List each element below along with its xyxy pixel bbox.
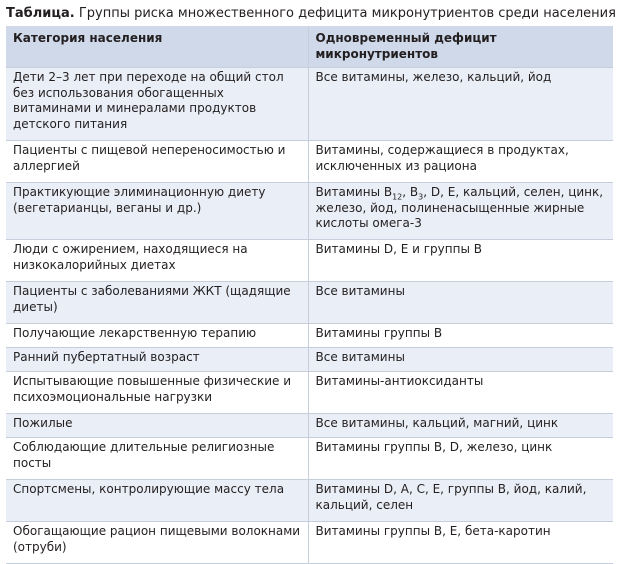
header-deficit: Одновременный дефицит микронутриентов [308,26,613,68]
row-category: Пациенты с пищевой непереносимостью и аллергией [13,143,286,173]
table-row [6,372,613,414]
deficit-prefix: Витамины B [315,185,393,199]
row-category: Испытывающие повышенные физические и психоэмоциональные нагрузки [13,374,291,404]
table-row [6,480,613,522]
caption-text: Группы риска множественного дефицита микронутриентов среди населения [74,6,616,21]
deficit-mid: , B [402,185,419,199]
table-caption [6,5,616,22]
row-deficit: Все витамины, кальций, магний, цинк [308,414,613,438]
header-category: Категория населения [13,31,163,45]
table-row [6,68,613,141]
table-row [6,522,613,564]
table-row [6,240,613,282]
table-row [6,438,613,480]
row-category: Получающие лекарственную терапию [13,326,257,340]
row-category: Ранний пубертатный возраст [13,350,200,364]
table-row [6,141,613,183]
row-category: Люди с ожирением, находящиеся на низкокалорийных диетах [13,242,248,272]
row-deficit: Витамины группы B, E, бета-каротин [308,522,613,564]
row-category: Пациенты с заболеваниями ЖКТ (щадящие диеты) [13,284,291,314]
table-header-row [6,26,613,68]
row-category: Пожилые [13,416,73,430]
subscript-12: 12 [392,192,403,202]
subscript-3: 3 [418,192,424,202]
row-deficit: Витамины D, A, C, E, группы B, йод, калий, кальций, селен [308,480,613,522]
row-deficit: Все витамины [308,348,613,372]
row-deficit: Витамины группы B, D, железо, цинк [308,438,613,480]
row-deficit: Все витамины, железо, кальций, йод [308,68,613,141]
caption-label: Таблица. [6,6,75,21]
deficit-suffix: , D, E, кальций, селен, цинк, железо, йод, полиненасыщенные жирные кислоты омега-3 [315,185,604,230]
row-category: Соблюдающие длительные религиозные посты [13,440,275,470]
row-deficit: Все витамины [308,282,613,324]
row-category: Спортсмены, контролирующие массу тела [13,482,285,496]
risk-groups-table [6,26,613,564]
table-row [6,183,613,240]
row-deficit: Витамины D, E и группы B [308,240,613,282]
row-category: Обогащающие рацион пищевыми волокнами (отруби) [13,524,301,554]
table-row [6,414,613,438]
row-deficit: Витамины, содержащиеся в продуктах, исключенных из рациона [308,141,613,183]
row-deficit: Витамины группы B [308,324,613,348]
table-row [6,324,613,348]
row-category: Дети 2–3 лет при переходе на общий стол без использования обогащенных витаминами и минералами продуктов детского питания [13,70,284,131]
row-category: Практикующие элиминационную диету (вегетарианцы, веганы и др.) [13,185,266,215]
table-row [6,282,613,324]
row-deficit [308,183,613,240]
row-deficit: Витамины-антиоксиданты [308,372,613,414]
table-row [6,348,613,372]
